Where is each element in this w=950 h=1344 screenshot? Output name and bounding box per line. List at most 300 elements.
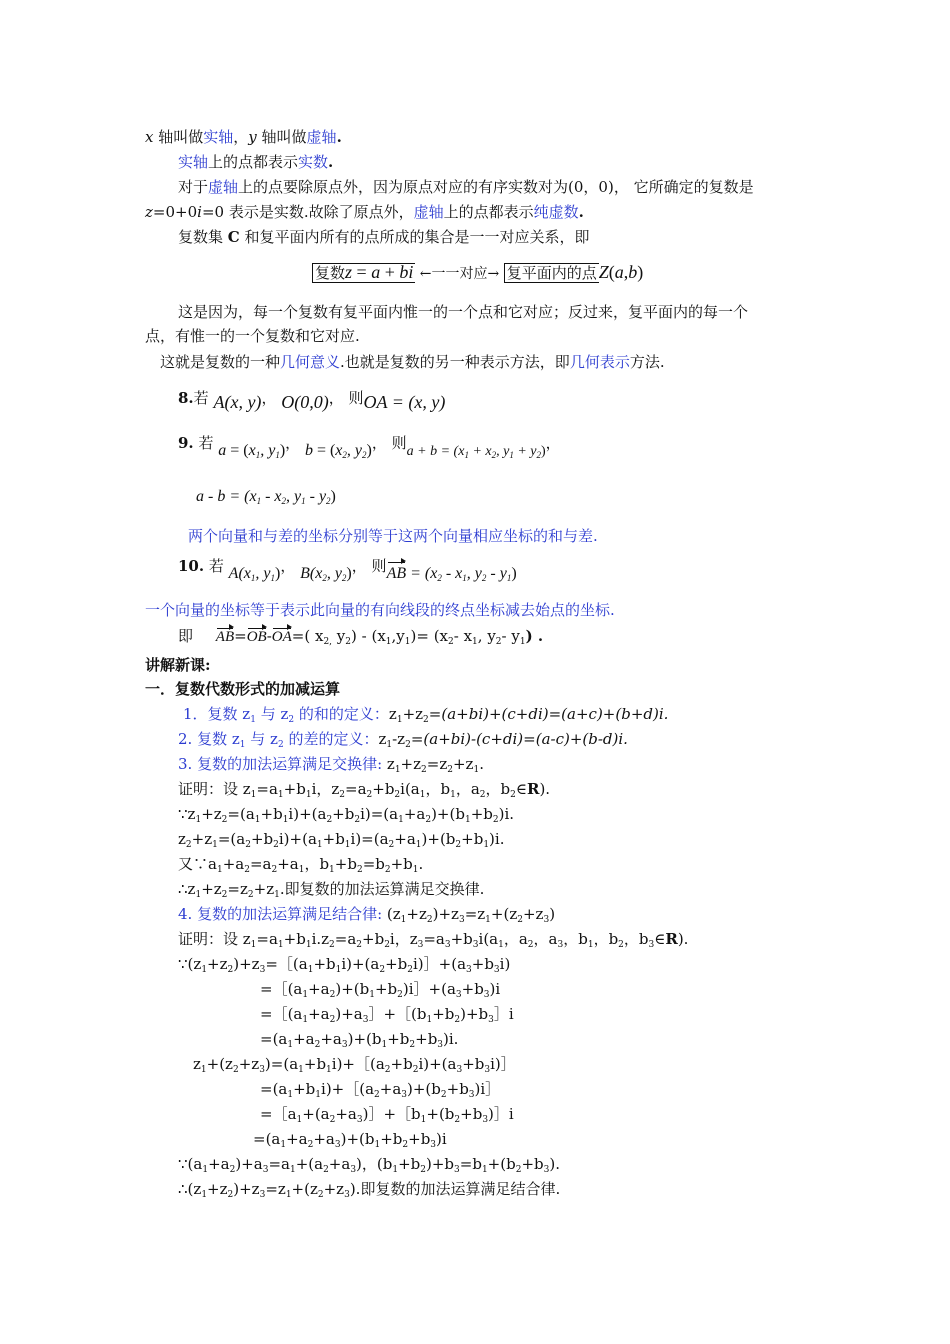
- definition-sum: [183, 704, 668, 724]
- sub: 1: [201, 965, 208, 975]
- sub: 1: [274, 890, 280, 900]
- sub: 2: [388, 840, 395, 850]
- text: +z: [201, 880, 222, 898]
- sub: 1: [296, 1115, 303, 1125]
- text: 又∵a: [178, 855, 217, 873]
- sub: 1: [415, 840, 422, 850]
- text: +z: [402, 705, 424, 723]
- text: - x: [441, 565, 463, 582]
- sub: 3: [262, 1165, 269, 1175]
- text: - y: [305, 488, 327, 505]
- text: +b: [408, 1130, 431, 1148]
- text: ∵z: [178, 805, 196, 823]
- term: 虚轴: [208, 178, 239, 196]
- sub: 2: [356, 940, 363, 950]
- sub: 3: [259, 1190, 266, 1200]
- sub: 1: [404, 637, 411, 647]
- sub: 2,: [323, 637, 333, 647]
- text: +(a: [302, 1105, 330, 1123]
- vector-AB: AB: [215, 629, 235, 645]
- sub: 2: [409, 1040, 416, 1050]
- sub: 2: [448, 637, 454, 647]
- text: +b: [387, 1030, 410, 1048]
- sub: 1: [200, 1065, 207, 1075]
- text: 4. 复数的加法运算满足结合律:: [178, 905, 387, 923]
- math: [387, 565, 517, 582]
- text: 复数: [315, 264, 346, 282]
- math: =(a+bi)-(c+di)=(a-c)+(b-d)i.: [410, 730, 628, 748]
- text: .: [336, 128, 342, 146]
- text: +z: [253, 880, 275, 898]
- text: ，b: [593, 930, 619, 948]
- sub: 2: [426, 915, 433, 925]
- formula-box-right: [504, 263, 599, 283]
- text: 轴叫做: [153, 128, 204, 146]
- text: i，z: [389, 930, 418, 948]
- var: a: [371, 262, 381, 282]
- text: z: [193, 1055, 201, 1073]
- sub: 3: [456, 1065, 463, 1075]
- commutative-law: [178, 754, 484, 774]
- text: ) - (x: [351, 627, 386, 645]
- text-line: [145, 127, 342, 147]
- sub: 1: [392, 1165, 399, 1175]
- text: )］i: [488, 1105, 514, 1123]
- text: +b: [293, 1080, 316, 1098]
- sub: 1: [369, 990, 375, 1000]
- text: a - b = (x: [196, 488, 257, 505]
- sub: 2: [455, 840, 462, 850]
- text: )+a: [235, 1155, 263, 1173]
- text: )i］+(a: [402, 980, 456, 998]
- sub: 1: [412, 865, 419, 875]
- sub: 3: [484, 1065, 491, 1075]
- text: 轴叫做: [256, 128, 307, 146]
- math: O(0,0): [281, 392, 329, 412]
- sub: 1: [250, 573, 256, 583]
- sub: 3: [493, 965, 500, 975]
- text: - y: [486, 565, 507, 582]
- text: =0+0: [152, 203, 198, 221]
- sub: 2: [407, 965, 413, 975]
- text: +b: [446, 1080, 469, 1098]
- text: )i.: [489, 830, 505, 848]
- text: +z: [406, 905, 427, 923]
- text: +b: [250, 830, 274, 848]
- text: C: [227, 228, 240, 246]
- text: -: [266, 627, 272, 645]
- text: +b: [260, 805, 283, 823]
- proof-line: [260, 1104, 514, 1124]
- var: y: [248, 128, 257, 146]
- text: ): [346, 565, 352, 582]
- sub: 1: [326, 1065, 332, 1075]
- text: 方法.: [629, 353, 665, 371]
- sub: 2: [322, 573, 327, 583]
- sub: 1: [301, 496, 306, 506]
- text: =a: [423, 930, 445, 948]
- sub: 1: [396, 715, 403, 725]
- text: +z: [400, 755, 422, 773]
- var: b: [628, 262, 638, 282]
- text: ，a: [533, 930, 558, 948]
- text: +a: [379, 1080, 402, 1098]
- text: +a: [308, 1005, 330, 1023]
- sub: 3: [472, 940, 479, 950]
- text: +a: [293, 1030, 315, 1048]
- var: x: [248, 442, 256, 459]
- text: z: [378, 730, 387, 748]
- text: +b: [283, 930, 306, 948]
- text: z: [178, 830, 186, 848]
- math: [218, 442, 285, 459]
- sub: 1: [195, 890, 202, 900]
- text: 若: [193, 434, 214, 452]
- text: (z: [386, 905, 401, 923]
- text: )+z: [432, 905, 459, 923]
- text: , y: [466, 565, 482, 582]
- text: +b: [372, 780, 395, 798]
- text: )+b: [426, 1155, 455, 1173]
- sub: 1: [426, 1015, 433, 1025]
- text: +z: [452, 755, 474, 773]
- var: a: [614, 262, 624, 282]
- vector-OB: OB: [246, 629, 267, 645]
- text: ∵(a: [178, 1155, 203, 1173]
- text: ∵(z: [178, 955, 202, 973]
- sub: 2: [491, 450, 497, 460]
- text: )=(a: [264, 1055, 299, 1073]
- text: )+(b: [407, 1080, 441, 1098]
- sub: 2: [423, 715, 429, 725]
- text: ): [274, 565, 281, 582]
- sub: 1: [202, 1165, 209, 1175]
- text: +a: [308, 980, 330, 998]
- sub: 1: [315, 1090, 322, 1100]
- sub: 1: [464, 815, 471, 825]
- sub: 3: [458, 915, 465, 925]
- proof-line: [178, 854, 423, 874]
- text: ): [279, 442, 286, 459]
- sub: 2: [314, 1040, 321, 1050]
- sub: 1: [216, 865, 223, 875]
- sub: 2: [420, 1165, 426, 1175]
- text: ］+［(b: [368, 1005, 427, 1023]
- text: 与 z: [255, 705, 289, 723]
- section-heading: 一．复数代数形式的加减运算: [145, 680, 341, 698]
- sub: 1: [394, 765, 401, 775]
- text: +(b: [487, 1155, 516, 1173]
- text: =a: [268, 1155, 290, 1173]
- sub: 2: [329, 990, 336, 1000]
- item-10: [178, 553, 517, 583]
- sub: 3: [543, 915, 550, 925]
- sub: 2: [227, 965, 234, 975]
- proof-line: [260, 1029, 458, 1049]
- text: ，b: [563, 930, 588, 948]
- text: z: [388, 705, 397, 723]
- text: )= (x: [410, 627, 449, 645]
- text: =［(a: [260, 1005, 303, 1023]
- proof-line: [260, 1079, 500, 1099]
- sub: 2: [288, 715, 295, 725]
- text: ): [549, 905, 556, 923]
- text: 对于: [178, 178, 209, 196]
- sub: 3: [334, 1140, 341, 1150]
- text: - x: [453, 627, 473, 645]
- text: = (x: [406, 565, 438, 582]
- text: ): [637, 262, 644, 282]
- proof-line: [178, 954, 510, 974]
- sub: 2: [479, 790, 486, 800]
- text: ,: [346, 442, 355, 459]
- proof-line: [178, 879, 484, 899]
- text: =(a: [227, 805, 255, 823]
- text: +b: [415, 1030, 438, 1048]
- text: ，: [280, 557, 296, 575]
- sub: 2: [354, 815, 361, 825]
- text: i)］: [490, 1055, 516, 1073]
- proof-line: [178, 804, 514, 824]
- associative-law: [178, 904, 555, 924]
- sub: 3: [454, 1165, 460, 1175]
- text: +z: [207, 1180, 228, 1198]
- var: bi: [399, 262, 414, 282]
- text: +a: [313, 1130, 335, 1148]
- sub: 2: [221, 815, 228, 825]
- text-line: [178, 227, 590, 247]
- text: +(z: [206, 1055, 233, 1073]
- text: B(x: [300, 565, 323, 582]
- text: ∴z: [178, 880, 196, 898]
- text: +a: [328, 1155, 351, 1173]
- text: 则: [391, 434, 407, 452]
- text: 这就是复数的一种: [160, 353, 281, 371]
- sub: 3: [437, 1040, 444, 1050]
- var: y: [268, 442, 276, 459]
- text: +b: [385, 955, 408, 973]
- proof-line: [193, 1054, 516, 1074]
- text: 则: [371, 557, 387, 575]
- text: 上的点都表示: [443, 203, 534, 221]
- sub: 1: [287, 1090, 294, 1100]
- sub: 1: [277, 790, 284, 800]
- text: ).即复数的加法运算满足结合律.: [349, 1180, 561, 1198]
- text: ∈: [515, 780, 527, 798]
- text: .: [578, 203, 584, 221]
- text: 和复平面内所有的点所成的集合是一一对应关系，即: [239, 228, 590, 246]
- text: +b: [460, 1105, 483, 1123]
- text: ］i: [493, 1005, 514, 1023]
- text-line: [178, 152, 333, 172]
- text: , y: [255, 565, 271, 582]
- text: 若: [204, 557, 224, 575]
- sub: 2: [510, 790, 516, 800]
- var: z: [345, 262, 353, 282]
- math: OA: [363, 392, 388, 412]
- proof-line: [178, 1154, 560, 1174]
- sub: 3: [430, 1140, 437, 1150]
- sub: 1: [280, 1140, 287, 1150]
- text: ，a: [455, 780, 480, 798]
- sub: 3: [444, 940, 451, 950]
- proof-line: [260, 979, 500, 999]
- sub: 3: [259, 965, 266, 975]
- var: z: [145, 203, 153, 221]
- sub: 1: [498, 940, 504, 950]
- math: = (x, y): [387, 392, 446, 412]
- text: +z: [201, 805, 222, 823]
- text: +(z: [291, 1180, 318, 1198]
- text: - y: [501, 627, 520, 645]
- sub: 2: [227, 1190, 234, 1200]
- text-line: 点，有惟一的一个复数和它对应.: [145, 327, 360, 345]
- item-number: 10.: [178, 557, 205, 575]
- sub: 1: [270, 573, 275, 583]
- text: +b: [334, 855, 357, 873]
- text: =(a: [260, 1030, 288, 1048]
- math: [305, 442, 372, 459]
- sub: 1: [298, 865, 305, 875]
- text: 复平面内的点: [506, 264, 597, 282]
- sub: 3: [466, 965, 472, 975]
- var: i: [197, 203, 202, 221]
- text: +b: [303, 1055, 327, 1073]
- sub: 1: [481, 1165, 488, 1175]
- text: +b: [322, 830, 345, 848]
- text: 上的点要除原点外，因为原点对应的有序实数对为(0，0)， 它所确定的复数是: [238, 178, 754, 196]
- text: 3. 复数的加法运算满足交换律:: [178, 755, 387, 773]
- text: )+(b: [340, 1130, 375, 1148]
- sub: 1: [307, 965, 314, 975]
- sub: 2: [374, 1090, 380, 1100]
- sub: 2: [244, 865, 250, 875]
- text: +b: [461, 980, 484, 998]
- sub: 2: [517, 915, 523, 925]
- text: =a: [256, 930, 278, 948]
- text: i): [499, 955, 511, 973]
- text: i)=(a: [350, 830, 389, 848]
- sub: 2: [515, 1165, 522, 1175]
- text: + y: [513, 444, 537, 459]
- sub: 2: [397, 990, 403, 1000]
- sub: 3: [455, 990, 462, 1000]
- var: b: [304, 442, 313, 459]
- sub: 3: [557, 940, 564, 950]
- text: 则: [348, 389, 364, 407]
- sub: 2: [329, 940, 335, 950]
- proof-line: [260, 1004, 514, 1024]
- proof-line: [178, 779, 550, 799]
- sub: 2: [440, 1090, 447, 1100]
- sub: 2: [454, 1115, 461, 1125]
- text: y: [332, 627, 346, 645]
- text: +(a: [295, 1155, 324, 1173]
- sub: 1: [256, 496, 262, 506]
- text-line: [145, 202, 584, 222]
- sub: 1: [483, 840, 490, 850]
- sub: 1: [277, 940, 284, 950]
- sub: 2: [402, 1140, 409, 1150]
- text: =b: [459, 1155, 482, 1173]
- proof-line: [178, 929, 688, 949]
- text: =(a: [260, 1080, 288, 1098]
- text: ): [511, 565, 517, 582]
- sub: 2: [281, 496, 286, 506]
- text: =z: [426, 755, 448, 773]
- text: ，b: [623, 930, 649, 948]
- sub: 1: [298, 1065, 304, 1075]
- text: =［(a: [265, 955, 308, 973]
- text: = (: [226, 442, 249, 459]
- sub: 2: [329, 1015, 336, 1025]
- sub: 2: [527, 940, 534, 950]
- sub: 1: [275, 450, 280, 460]
- text: )+(b: [335, 980, 370, 998]
- arrow: ←一一对应→: [415, 266, 504, 282]
- text: =z: [464, 905, 486, 923]
- text: +(b: [426, 1105, 455, 1123]
- text: ∴(z: [178, 1180, 202, 1198]
- text: +z: [238, 1055, 260, 1073]
- math: [229, 565, 281, 582]
- text: =［a: [260, 1105, 297, 1123]
- text: ，b: [485, 780, 511, 798]
- text: ): [330, 488, 336, 505]
- sub: 1: [509, 450, 514, 460]
- sub: 1: [473, 765, 480, 775]
- text: +b: [313, 955, 336, 973]
- sub: 2: [323, 1165, 329, 1175]
- text: +b: [374, 980, 398, 998]
- sub: 2: [362, 450, 367, 460]
- text: i)+(a: [278, 830, 317, 848]
- text: )i.: [498, 805, 515, 823]
- sub: 3: [356, 1115, 363, 1125]
- sub: 2: [412, 1065, 419, 1075]
- sub: 1: [287, 1040, 294, 1050]
- text: , y: [496, 444, 510, 459]
- sub: 1: [420, 1115, 427, 1125]
- text: ): [366, 442, 372, 459]
- text: =a: [256, 780, 278, 798]
- sub: 2: [339, 790, 345, 800]
- text: )+(b: [421, 830, 456, 848]
- sub: 1: [519, 637, 526, 647]
- var: x: [335, 442, 343, 459]
- text: +a: [320, 1030, 342, 1048]
- sub: 2: [425, 815, 432, 825]
- text: i)+［(a: [331, 1055, 385, 1073]
- text: +b: [471, 955, 494, 973]
- text: )i: [489, 980, 501, 998]
- text: = (: [312, 442, 336, 459]
- proof-line: [178, 1179, 560, 1199]
- text: =a: [334, 930, 357, 948]
- sub: 1: [374, 1140, 381, 1150]
- math: =(a+bi)+(c+di)=(a+c)+(b+d)i.: [428, 705, 669, 723]
- term-real-axis: 实轴: [203, 128, 234, 146]
- sub: 1: [212, 840, 218, 850]
- text: ).: [549, 1155, 560, 1173]
- sub: 2: [326, 496, 331, 506]
- text: 即: [178, 627, 194, 645]
- text: - x: [261, 488, 282, 505]
- sub: 2: [366, 790, 373, 800]
- sub: 1: [305, 940, 312, 950]
- sub: 1: [506, 573, 512, 583]
- sub: 2: [481, 573, 487, 583]
